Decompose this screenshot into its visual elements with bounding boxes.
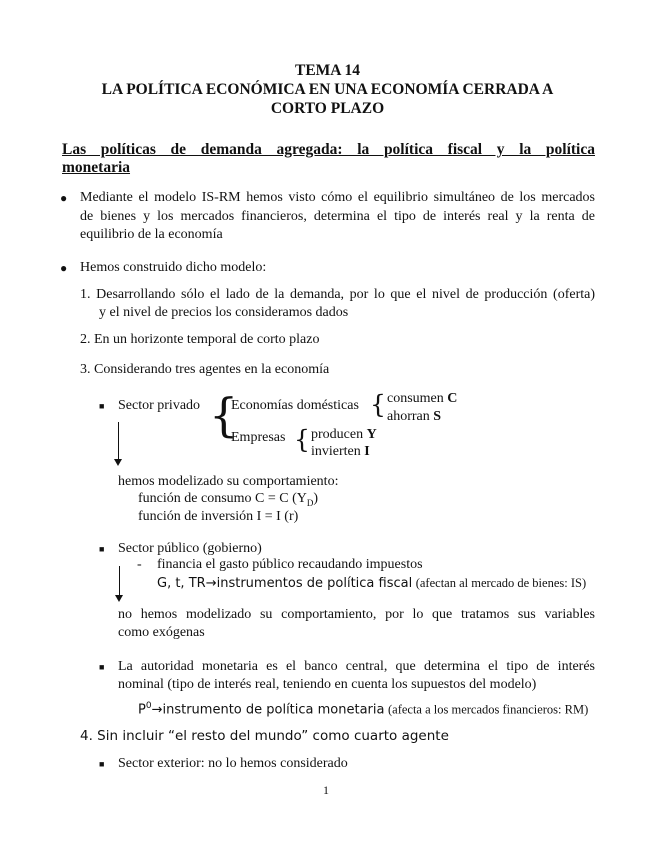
consumption-function: función de consumo C = C $(Y_D)$ xyxy=(138,491,319,508)
bullet-icon: ● xyxy=(60,261,68,275)
save-text: ahorran S xyxy=(387,409,442,424)
page-number: 1 xyxy=(323,783,329,797)
square-bullet-icon: ■ xyxy=(99,544,105,554)
down-arrow-icon xyxy=(118,422,119,460)
curly-brace-icon: { xyxy=(294,425,310,454)
investment-function: función de inversión I = I (r) xyxy=(138,509,299,524)
produce-text: producen Y xyxy=(311,427,377,442)
firms-label: Empresas xyxy=(231,430,286,445)
list-item-1-line-2: y el nivel de precios los consideramos dados xyxy=(99,305,349,320)
public-sector-label: Sector público (gobierno) xyxy=(118,541,262,556)
consume-text: consumen C xyxy=(387,391,458,406)
list-item-4: 4. Sin incluir “el resto del mundo” como cuarto agente xyxy=(80,728,449,744)
list-item-2: 2. En un horizonte temporal de corto plazo xyxy=(80,332,320,347)
title-line-1: TEMA 14 xyxy=(294,62,361,79)
down-arrow-icon xyxy=(119,566,120,596)
modeled-text: hemos modelizado su comportamiento: xyxy=(118,474,339,489)
list-item-3: 3. Considerando tres agentes en la economía xyxy=(80,362,330,377)
private-sector-label: Sector privado xyxy=(118,398,201,413)
invest-text: invierten I xyxy=(311,444,370,459)
section-heading-line-2: monetaria xyxy=(62,159,131,176)
curly-brace-icon: { xyxy=(209,388,239,442)
bullet2-text: Hemos construido dicho modelo: xyxy=(80,260,267,275)
bullet1-line-3: equilibrio de la economía xyxy=(80,227,223,242)
square-bullet-icon: ■ xyxy=(99,401,105,411)
list-item-1-line-1: 1. Desarrollando sólo el lado de la demanda, por lo que el nivel de producción (oferta) xyxy=(80,287,595,302)
title-line-2: LA POLÍTICA ECONÓMICA EN UNA ECONOMÍA CERRADA A xyxy=(101,81,554,98)
monetary-instrument-line: $P^0\to instrumento$ de política monetaria (afecta a los mercados financieros: RM) xyxy=(138,701,589,718)
external-sector-text: Sector exterior: no lo hemos considerado xyxy=(118,756,348,771)
not-modeled-line-2: como exógenas xyxy=(118,625,205,640)
monetary-line-2: nominal (tipo de interés real, teniendo en cuenta los supuestos del modelo) xyxy=(118,677,537,692)
square-bullet-icon: ■ xyxy=(99,759,105,769)
curly-brace-icon: { xyxy=(370,390,386,419)
not-modeled-line-1: no hemos modelizado su comportamiento, por lo que tratamos sus variables xyxy=(118,607,595,622)
bullet-icon: ● xyxy=(60,191,68,205)
title-line-3: CORTO PLAZO xyxy=(270,100,385,117)
households-label: Economías domésticas xyxy=(231,398,359,413)
section-heading-line-1: Las políticas de demanda agregada: la política fiscal y la política xyxy=(62,141,595,158)
bullet1-line-1: Mediante el modelo IS-RM hemos visto cómo el equilibrio simultáneo de los mercados xyxy=(80,190,595,205)
bullet1-line-2: de bienes y los mercados financieros, determina el tipo de interés real y la renta de xyxy=(80,209,595,224)
square-bullet-icon: ■ xyxy=(99,662,105,672)
monetary-line-1: La autoridad monetaria es el banco central, que determina el tipo de interés xyxy=(118,659,595,674)
public-finance-text: financia el gasto público recaudando impuestos xyxy=(157,557,423,572)
dash-icon: - xyxy=(137,557,142,572)
fiscal-instruments-line: G, t, TR→instrumentos de política fiscal (afectan al mercado de bienes: IS) xyxy=(157,576,587,591)
